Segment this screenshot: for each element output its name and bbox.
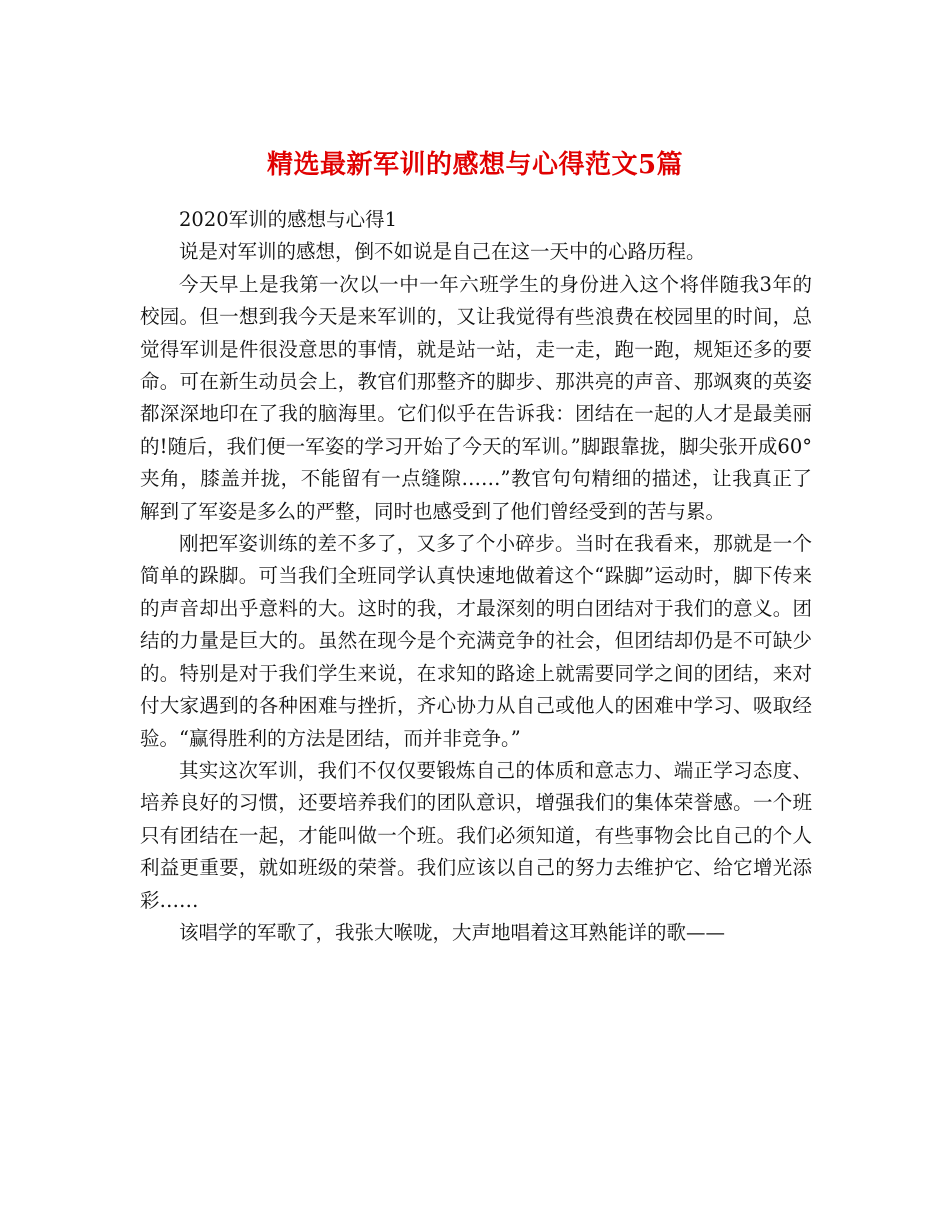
paragraph: 说是对军训的感想，倒不如说是自己在这一天中的心路历程。 — [179, 240, 706, 264]
document-body — [140, 204, 812, 949]
section-heading: 2020军训的感想与心得1 — [179, 208, 398, 231]
paragraph: 今天早上是我第一次以一中一年六班学生的身份进入这个将伴随我3年的校园。但一想到我今天是来军训的，又让我觉得有些浪费在校园里的时间，总觉得军训是件很没意思的事情，就是站一站，走一走，跑一跑，规矩还多的要命。可在新生动员会上，教官们那整齐的脚步、那洪亮的声音、那飒爽的英姿都深深地印在了我的脑海里。它们似乎在告诉我：团结在一起的人才是最美丽的!随后，我们便一军姿的学习开始了今天的军训。”脚跟靠拢，脚尖张开成60°夹角，膝盖并拢，不能留有一点缝隙……”教官句句精细的描述，让我真正了解到了军姿是多么的严整，同时也感受到了他们曾经受到的苦与累。 — [140, 272, 812, 523]
paragraph: 其实这次军训，我们不仅仅要锻炼自己的体质和意志力、端正学习态度、培养良好的习惯，还要培养我们的团队意识，增强我们的集体荣誉感。一个班只有团结在一起，才能叫做一个班。我们必须知道，有些事物会比自己的个人利益更重要，就如班级的荣誉。我们应该以自己的努力去维护它、给它增光添彩…… — [140, 758, 812, 912]
paragraph: 该唱学的军歌了，我张大喉咙，大声地唱着这耳熟能详的歌—— — [179, 920, 726, 944]
paragraph: 刚把军姿训练的差不多了，又多了个小碎步。当时在我看来，那就是一个简单的跺脚。可当我们全班同学认真快速地做着这个“跺脚”运动时，脚下传来的声音却出乎意料的大。这时的我，才最深刻的明白团结对于我们的意义。团结的力量是巨大的。虽然在现今是个充满竞争的社会，但团结却仍是不可缺少的。特别是对于我们学生来说，在求知的路途上就需要同学之间的团结，来对付大家遇到的各种困难与挫折，齐心协力从自己或他人的困难中学习、吸取经验。“赢得胜利的方法是团结，而并非竞争。” — [140, 532, 812, 750]
document-title: 精选最新军训的感想与心得范文5篇 — [266, 150, 684, 181]
